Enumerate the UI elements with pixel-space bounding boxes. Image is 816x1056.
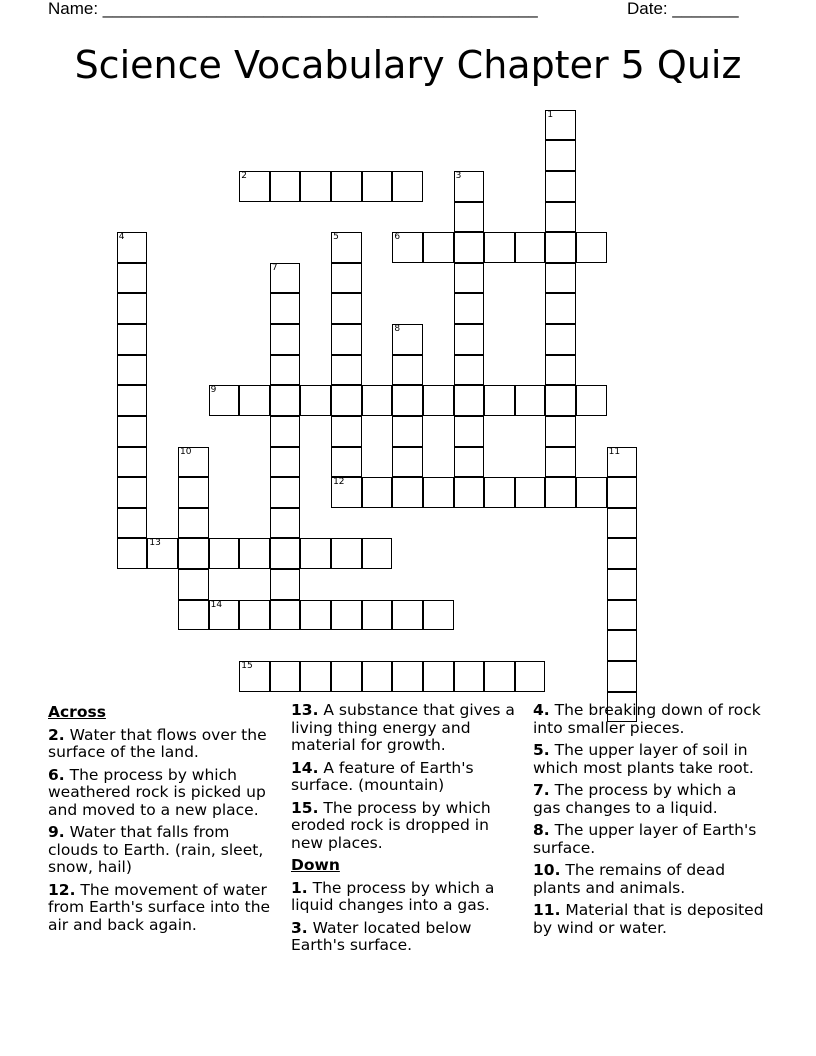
crossword-cell[interactable] — [423, 661, 454, 692]
clue-down-11: 11. Material that is deposited by wind or water. — [533, 901, 764, 937]
name-field[interactable]: Name: ______________________________________________ — [48, 0, 538, 18]
crossword-cell[interactable] — [362, 385, 393, 416]
crossword-cell[interactable] — [270, 508, 301, 539]
crossword-cell[interactable] — [607, 569, 638, 600]
clue-number-6: 6 — [394, 232, 401, 243]
crossword-cell[interactable] — [331, 324, 362, 355]
clue-across-9: 9. Water that falls from clouds to Earth. (rain, sleet, snow, hail) — [48, 823, 264, 876]
across-heading: Across — [48, 703, 106, 721]
crossword-cell[interactable] — [392, 477, 423, 508]
crossword-cell[interactable] — [117, 232, 148, 263]
crossword-cell[interactable] — [331, 447, 362, 478]
crossword-cell[interactable] — [331, 661, 362, 692]
crossword-cell[interactable] — [331, 232, 362, 263]
crossword-cell[interactable] — [454, 477, 485, 508]
clue-down-5: 5. The upper layer of soil in which most plants take root. — [533, 741, 754, 777]
clue-number-10: 10 — [179, 446, 192, 457]
clue-number-13: 13 — [149, 538, 161, 549]
crossword-cell[interactable] — [178, 569, 209, 600]
crossword-cell[interactable] — [515, 477, 546, 508]
clue-column-1 — [48, 702, 280, 939]
crossword-cell[interactable] — [178, 447, 209, 478]
crossword-cell[interactable] — [331, 293, 362, 324]
crossword-cell[interactable] — [117, 385, 148, 416]
crossword-cell[interactable] — [239, 600, 270, 631]
clue-column-3 — [533, 702, 765, 942]
clue-down-4: 4. The breaking down of rock into smaller pieces. — [533, 701, 761, 737]
crossword-cell[interactable] — [331, 477, 362, 508]
crossword-cell[interactable] — [545, 447, 576, 478]
crossword-cell[interactable] — [545, 324, 576, 355]
crossword-cell[interactable] — [239, 385, 270, 416]
crossword-cell[interactable] — [484, 661, 515, 692]
crossword-cell[interactable] — [147, 538, 178, 569]
crossword-cell[interactable] — [454, 232, 485, 263]
crossword-cell[interactable] — [209, 538, 240, 569]
clue-down-10: 10. The remains of dead plants and animals. — [533, 861, 726, 897]
crossword-cell[interactable] — [607, 600, 638, 631]
crossword-cell[interactable] — [270, 263, 301, 294]
clue-across-15: 15. The process by which eroded rock is dropped in new places. — [291, 798, 491, 852]
down-heading: Down — [291, 856, 340, 874]
crossword-cell[interactable] — [270, 600, 301, 631]
crossword-cell[interactable] — [392, 661, 423, 692]
crossword-cell[interactable] — [209, 385, 240, 416]
crossword-cell[interactable] — [607, 630, 638, 661]
crossword-cell[interactable] — [178, 538, 209, 569]
crossword-cell[interactable] — [484, 477, 515, 508]
crossword-cell[interactable] — [607, 477, 638, 508]
crossword-cell[interactable] — [117, 538, 148, 569]
crossword-cell[interactable] — [300, 538, 331, 569]
clue-number-15: 15 — [241, 660, 253, 671]
clue-across-12: 12. The movement of water from Earth's surface into the air and back again. — [48, 880, 271, 934]
crossword-cell[interactable] — [423, 385, 454, 416]
crossword-cell[interactable] — [545, 140, 576, 171]
crossword-cell[interactable] — [545, 232, 576, 263]
crossword-cell[interactable] — [117, 293, 148, 324]
crossword-cell[interactable] — [117, 508, 148, 539]
crossword-cell[interactable] — [270, 355, 301, 386]
crossword-cell[interactable] — [362, 477, 393, 508]
crossword-cell[interactable] — [607, 508, 638, 539]
crossword-cell[interactable] — [331, 171, 362, 202]
crossword-cell[interactable] — [484, 232, 515, 263]
crossword-cell[interactable] — [117, 477, 148, 508]
crossword-cell[interactable] — [178, 600, 209, 631]
crossword-cell[interactable] — [423, 477, 454, 508]
crossword-cell[interactable] — [300, 600, 331, 631]
crossword-cell[interactable] — [392, 447, 423, 478]
crossword-cell[interactable] — [454, 263, 485, 294]
clue-across-14: 14. A feature of Earth's surface. (mountain) — [291, 758, 474, 794]
crossword-cell[interactable] — [545, 171, 576, 202]
crossword-cell[interactable] — [545, 263, 576, 294]
crossword-cell[interactable] — [362, 538, 393, 569]
crossword-cell[interactable] — [423, 232, 454, 263]
crossword-cell[interactable] — [300, 171, 331, 202]
crossword-cell[interactable] — [576, 385, 607, 416]
crossword-cell[interactable] — [270, 569, 301, 600]
crossword-cell[interactable] — [331, 600, 362, 631]
crossword-cell[interactable] — [239, 661, 270, 692]
crossword-cell[interactable] — [545, 110, 576, 141]
crossword-cell[interactable] — [454, 293, 485, 324]
crossword-cell[interactable] — [423, 600, 454, 631]
crossword-cell[interactable] — [392, 232, 423, 263]
clue-down-3: 3. Water located below Earth's surface. — [291, 918, 472, 954]
clue-across-2: 2. Water that flows over the surface of the land. — [48, 725, 267, 761]
crossword-cell[interactable] — [270, 171, 301, 202]
crossword-cell[interactable] — [239, 171, 270, 202]
clue-number-11: 11 — [608, 446, 621, 457]
crossword-cell[interactable] — [392, 385, 423, 416]
crossword-cell[interactable] — [484, 385, 515, 416]
crossword-cell[interactable] — [331, 416, 362, 447]
crossword-cell[interactable] — [545, 385, 576, 416]
crossword-cell[interactable] — [515, 385, 546, 416]
clue-down-7: 7. The process by which a gas changes to a liquid. — [533, 781, 737, 817]
crossword-cell[interactable] — [392, 600, 423, 631]
clue-number-8: 8 — [394, 324, 401, 335]
clue-number-1: 1 — [547, 109, 554, 120]
clue-number-3: 3 — [455, 170, 462, 181]
crossword-cell[interactable] — [454, 324, 485, 355]
crossword-cell[interactable] — [117, 263, 148, 294]
clue-number-7: 7 — [271, 262, 278, 273]
crossword-cell[interactable] — [362, 171, 393, 202]
clue-number-4: 4 — [118, 232, 125, 243]
crossword-cell[interactable] — [362, 600, 393, 631]
crossword-cell[interactable] — [239, 538, 270, 569]
crossword-cell[interactable] — [117, 447, 148, 478]
crossword-cell[interactable] — [178, 477, 209, 508]
crossword-cell[interactable] — [454, 447, 485, 478]
crossword-cell[interactable] — [545, 477, 576, 508]
crossword-cell[interactable] — [576, 232, 607, 263]
clue-column-2 — [291, 702, 523, 960]
crossword-cell[interactable] — [392, 416, 423, 447]
crossword-cell[interactable] — [454, 416, 485, 447]
page-title: Science Vocabulary Chapter 5 Quiz — [74, 43, 742, 87]
crossword-cell[interactable] — [545, 355, 576, 386]
crossword-cell[interactable] — [392, 355, 423, 386]
clue-across-13: 13. A substance that gives a living thing energy and material for growth. — [291, 701, 515, 754]
clue-across-6: 6. The process by which weathered rock is picked up and moved to a new place. — [48, 765, 266, 819]
clue-number-14: 14 — [210, 599, 223, 610]
crossword-cell[interactable] — [545, 202, 576, 233]
crossword-cell[interactable] — [270, 293, 301, 324]
crossword-cell[interactable] — [545, 293, 576, 324]
clue-down-8: 8. The upper layer of Earth's surface. — [533, 821, 757, 857]
crossword-cell[interactable] — [607, 538, 638, 569]
crossword-cell[interactable] — [300, 385, 331, 416]
crossword-cell[interactable] — [331, 355, 362, 386]
crossword-cell[interactable] — [270, 538, 301, 569]
crossword-cell[interactable] — [454, 385, 485, 416]
crossword-cell[interactable] — [454, 355, 485, 386]
crossword-cell[interactable] — [270, 385, 301, 416]
clue-number-9: 9 — [210, 385, 217, 396]
crossword-cell[interactable] — [270, 661, 301, 692]
crossword-cell[interactable] — [300, 661, 331, 692]
crossword-cell[interactable] — [178, 508, 209, 539]
crossword-cell[interactable] — [270, 447, 301, 478]
crossword-cell[interactable] — [117, 324, 148, 355]
crossword-cell[interactable] — [515, 661, 546, 692]
crossword-cell[interactable] — [454, 171, 485, 202]
crossword-cell[interactable] — [270, 324, 301, 355]
crossword-cell[interactable] — [331, 538, 362, 569]
crossword-cell[interactable] — [576, 477, 607, 508]
crossword-cell[interactable] — [270, 477, 301, 508]
crossword-cell[interactable] — [545, 416, 576, 447]
crossword-cell[interactable] — [270, 416, 301, 447]
crossword-cell[interactable] — [607, 661, 638, 692]
crossword-cell[interactable] — [331, 385, 362, 416]
crossword-cell[interactable] — [117, 416, 148, 447]
crossword-cell[interactable] — [331, 263, 362, 294]
crossword-cell[interactable] — [392, 171, 423, 202]
crossword-cell[interactable] — [454, 202, 485, 233]
crossword-cell[interactable] — [117, 355, 148, 386]
date-field[interactable]: Date: _______ — [627, 0, 739, 18]
crossword-cell[interactable] — [392, 324, 423, 355]
crossword-cell[interactable] — [607, 447, 638, 478]
crossword-cell[interactable] — [515, 232, 546, 263]
clue-number-5: 5 — [333, 232, 339, 243]
clue-down-1: 1. The process by which a liquid changes into a gas. — [291, 878, 495, 914]
clue-number-12: 12 — [333, 477, 345, 488]
crossword-cell[interactable] — [362, 661, 393, 692]
crossword-cell[interactable] — [454, 661, 485, 692]
crossword-cell[interactable] — [209, 600, 240, 631]
clue-number-2: 2 — [241, 170, 247, 181]
